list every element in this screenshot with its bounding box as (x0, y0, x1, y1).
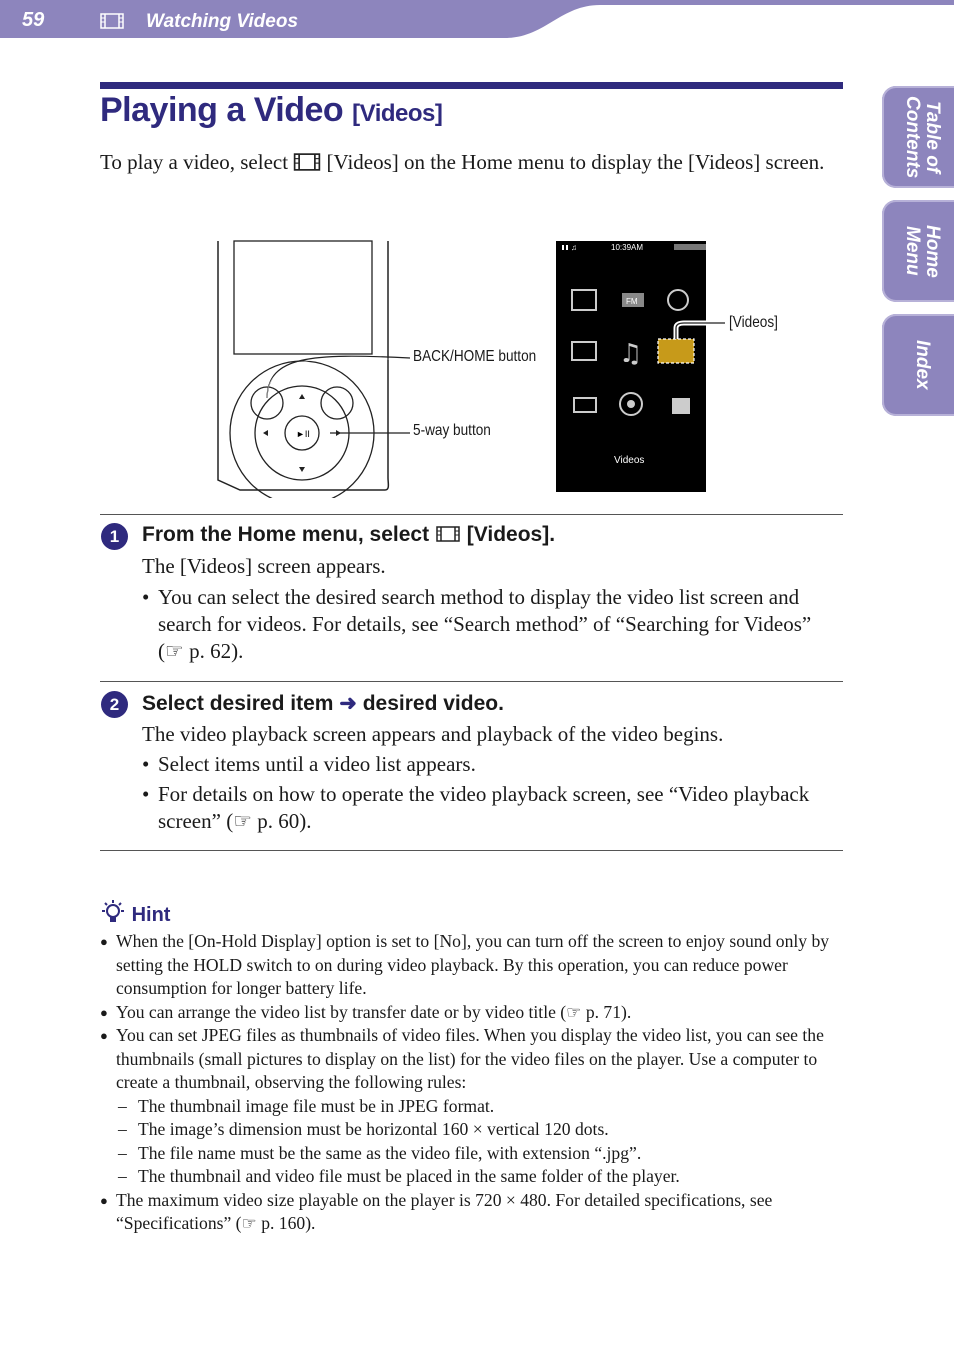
step-number: 2 (101, 691, 128, 718)
step-text: The video playback screen appears and playback of the video begins. (142, 722, 724, 746)
page-ref-link[interactable]: p. 160). (261, 1213, 316, 1233)
svg-text:♫: ♫ (619, 339, 643, 369)
step-heading: From the Home menu, select [Videos]. (142, 523, 556, 546)
tab-label: Index (912, 340, 933, 390)
hint-item: ● The maximum video size playable on the player is 720 × 480. For detailed specifications, see “Specifications” (☞ p. 160). (100, 1189, 773, 1233)
tab-label: Home Menu (902, 224, 943, 278)
screen-caption: Videos (614, 455, 645, 466)
divider (100, 850, 843, 851)
divider (100, 681, 843, 682)
list-item: • Select items until a video list appears. (142, 752, 476, 776)
hint-heading: Hint (100, 900, 170, 927)
step-number: 1 (101, 523, 128, 550)
film-icon (293, 153, 321, 171)
rule-item: – The image’s dimension must be horizontal 160 × vertical 120 dots. (118, 1119, 609, 1139)
step-text: The [Videos] screen appears. (142, 554, 386, 578)
page-title: Playing a Video [Videos] (100, 91, 443, 129)
rule-item: – The file name must be the same as the video file, with extension “.jpg”. (118, 1142, 642, 1163)
title-rule (100, 82, 843, 89)
reference-icon: ☞ (233, 809, 253, 833)
intro-paragraph: To play a video, select [Videos] on the Home menu to display the [Videos] screen. (100, 150, 825, 174)
film-icon (435, 526, 461, 542)
page-title-suffix: [Videos] (352, 100, 443, 127)
svg-text:FM: FM (626, 297, 638, 306)
list-item: • You can select the desired search method to display the video list screen and search for videos. For details, see “Search method” of “Searching for Videos” (☞ p. 62). (142, 585, 812, 663)
tab-label: Table of Contents (902, 95, 943, 179)
player-figure (210, 238, 810, 498)
rule-item: – The thumbnail and video file must be placed in the same folder of the player. (118, 1166, 680, 1186)
tab-table-of-contents[interactable] (882, 86, 954, 188)
hint-item: ● You can arrange the video list by transfer date or by video title (☞ p. 71). (100, 1001, 632, 1022)
reference-icon: ☞ (241, 1214, 257, 1233)
lightbulb-icon (100, 900, 126, 926)
hint-item: ● When the [On-Hold Display] option is set to [No], you can turn off the screen to enjoy sound only by setting the HOLD switch to on during video playback. By this operation, you can reduce power consumption for longer battery life. (100, 931, 830, 998)
divider (100, 514, 843, 515)
step-heading: Select desired item ➜ desired video. (142, 692, 504, 715)
page-ref-link[interactable]: p. 62). (189, 639, 244, 663)
page-header (0, 0, 954, 42)
page-ref-link[interactable]: p. 71). (585, 1001, 632, 1022)
hint-item: ● You can set JPEG files as thumbnails of video files. When you display the video list, you can see the thumbnails (small pictures to display on the list) for the video files on the player. Use a computer to create a thumbnail, observing the following rules: (100, 1025, 824, 1092)
back-home-label: BACK/HOME button (413, 348, 537, 365)
reference-icon: ☞ (165, 639, 184, 663)
list-item: • For details on how to operate the video playback screen, see “Video playback screen” (☞ p. 60). (142, 782, 810, 833)
rule-item: – The thumbnail image file must be in JPEG format. (118, 1095, 495, 1116)
svg-text:♫: ♫ (571, 243, 577, 252)
section-title: Watching Videos (146, 11, 299, 32)
page-ref-link[interactable]: p. 60). (257, 809, 312, 833)
reference-icon: ☞ (566, 1002, 582, 1022)
svg-text:►II: ►II (296, 429, 310, 439)
screen-time: 10:39AM (611, 243, 644, 252)
five-way-label: 5-way button (413, 422, 491, 439)
arrow-right-icon: ➜ (339, 692, 357, 715)
hint-list (100, 930, 840, 1236)
tab-home-menu[interactable] (882, 200, 954, 302)
tab-index[interactable] (882, 314, 954, 416)
header-band (0, 0, 954, 42)
videos-label: [Videos] (729, 314, 778, 331)
page-number: 59 (22, 9, 45, 31)
player-illustration (210, 238, 810, 498)
